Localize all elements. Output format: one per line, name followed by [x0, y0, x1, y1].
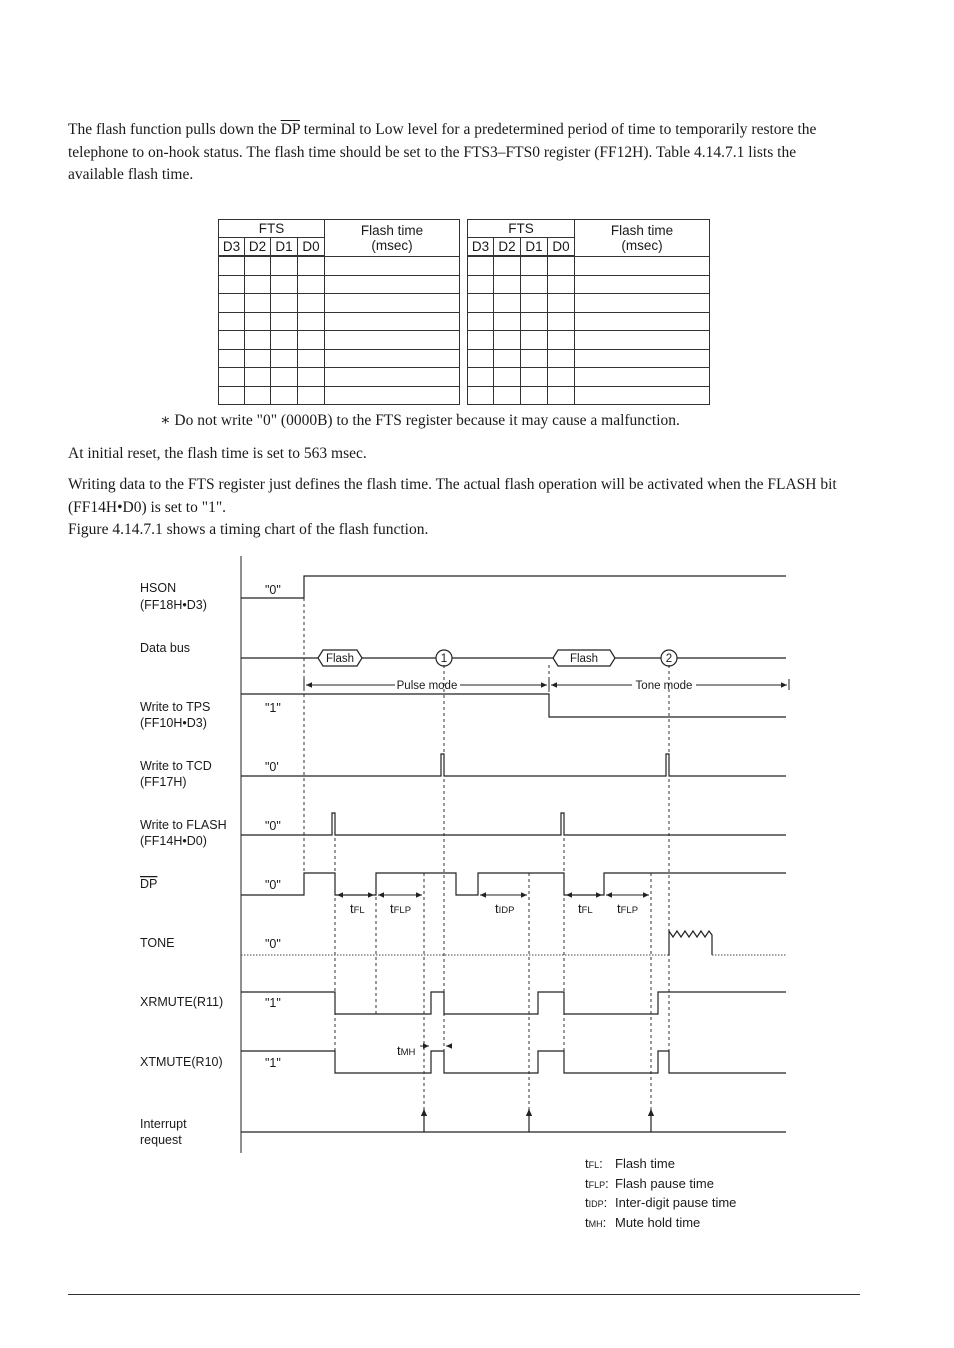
- wave-hson: [241, 576, 786, 598]
- intro-text-post: terminal to Low level for a predetermined period of time to temporarily restore the telephone to on-hook status. The flash time should be set to the FTS3–FTS0 register (FF12H). Table 4.14.7.1 lists the available flash time.: [68, 121, 817, 183]
- guide-lines: [304, 598, 669, 1110]
- wave-dp: [241, 873, 786, 895]
- legend-item: tIDP: Inter-digit pause time: [585, 1195, 737, 1210]
- legend-item: tMH: Mute hold time: [585, 1214, 701, 1230]
- fts-header: FTS: [468, 220, 575, 238]
- fts-header: FTS: [219, 220, 325, 238]
- bit-header-d3: D3: [468, 238, 494, 257]
- legend-item: tFL: Flash time: [585, 1156, 675, 1171]
- figure-reference: Figure 4.14.7.1 shows a timing chart of the flash function.: [68, 521, 429, 538]
- bit-header-d3: D3: [219, 238, 245, 257]
- label-tcd: Write to TCD: [140, 759, 212, 773]
- intro-text-pre: The flash function pulls down the: [68, 121, 281, 138]
- initial-xtmute: "1": [265, 1056, 281, 1070]
- label-dp: DP: [140, 877, 158, 891]
- table-note: ∗ Do not write "0" (0000B) to the FTS register because it may cause a malfunction.: [160, 412, 680, 429]
- label-xrmute: XRMUTE(R11): [140, 995, 224, 1009]
- bus-label-digit-1: 1: [440, 653, 448, 665]
- wave-tps: [241, 694, 786, 717]
- bit-header-d1: D1: [521, 238, 548, 257]
- pulse-mode-label: Pulse mode: [396, 680, 458, 692]
- initial-tcd: "0': [265, 760, 279, 774]
- label-xtmute: XTMUTE(R10): [140, 1055, 223, 1069]
- initial-tps: "1": [265, 701, 281, 715]
- bit-header-d2: D2: [245, 238, 271, 257]
- label-interrupt: Interrupt: [140, 1117, 187, 1131]
- timing-legend: [585, 1155, 736, 1233]
- flash-time-header: Flash time (msec): [325, 220, 460, 257]
- write-paragraph: Writing data to the FTS register just defines the flash time. The actual flash operation will be activated when the FLASH bit (FF14H•D0) is set to "1".: [68, 476, 837, 516]
- label-tcd-reg: (FF17H): [140, 775, 187, 789]
- legend-item: tFLP: Flash pause time: [585, 1175, 714, 1191]
- initial-tone: "0": [265, 937, 281, 951]
- label-tps-reg: (FF10H•D3): [140, 716, 207, 730]
- timing-tidp: tIDP: [495, 901, 515, 916]
- wave-xtmute: [241, 1051, 786, 1073]
- label-tps: Write to TPS: [140, 700, 211, 714]
- tone-mode-label: Tone mode: [635, 680, 693, 692]
- flash-time-header: Flash time (msec): [575, 220, 710, 257]
- bit-header-d1: D1: [271, 238, 298, 257]
- intro-dp-terminal: $\overline{DP}$: [280, 121, 300, 138]
- tone-burst: [669, 931, 712, 955]
- bus-label-digit-2: 2: [665, 653, 673, 665]
- initial-hson: "0": [265, 583, 281, 597]
- label-flash: Write to FLASH: [140, 818, 227, 832]
- bit-header-d0: D0: [548, 238, 575, 257]
- label-hson: HSON: [140, 581, 177, 595]
- label-flash-reg: (FF14H•D0): [140, 834, 207, 848]
- bit-header-d2: D2: [494, 238, 521, 257]
- label-databus: Data bus: [140, 641, 191, 655]
- footer-rule: [68, 1294, 860, 1295]
- timing-tflp-2: tFLP: [617, 901, 639, 916]
- timing-tflp-1: tFLP: [390, 901, 412, 916]
- timing-tmh: tMH: [397, 1043, 416, 1058]
- timing-tfl-2: tFL: [578, 901, 593, 916]
- wave-flash: [241, 813, 786, 835]
- wave-tcd: [241, 754, 786, 776]
- bus-label-flash-2: Flash: [569, 653, 599, 665]
- reset-paragraph: At initial reset, the flash time is set to 563 msec.: [68, 445, 367, 462]
- initial-flash: "0": [265, 819, 281, 833]
- bus-label-flash-1: Flash: [325, 653, 355, 665]
- wave-xrmute: [241, 992, 786, 1014]
- bit-header-d0: D0: [298, 238, 325, 257]
- initial-dp: "0": [265, 878, 281, 892]
- timing-tfl-1: tFL: [350, 901, 365, 916]
- label-interrupt-2: request: [140, 1133, 182, 1147]
- label-hson-reg: (FF18H•D3): [140, 598, 207, 612]
- initial-xrmute: "1": [265, 996, 281, 1010]
- label-tone: TONE: [140, 936, 175, 950]
